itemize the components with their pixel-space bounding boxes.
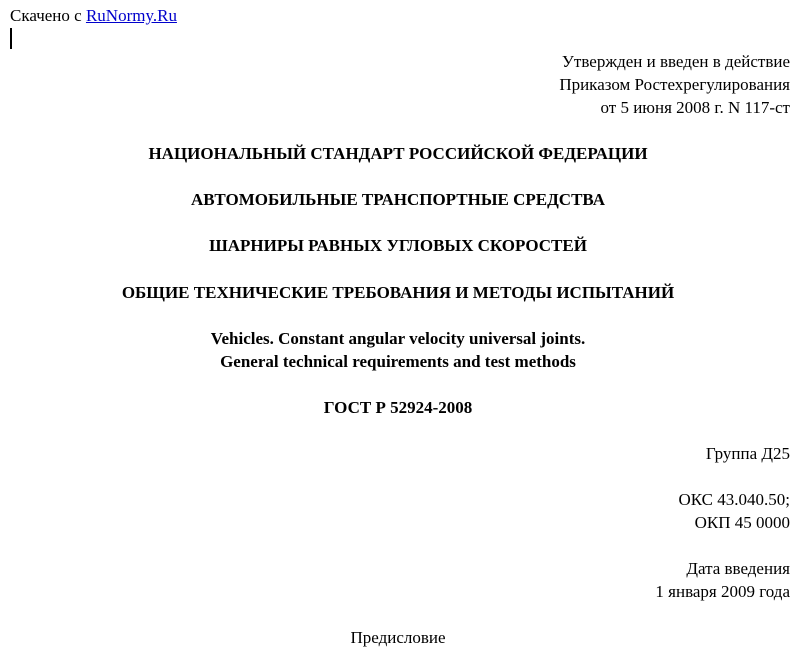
gost-number: ГОСТ Р 52924-2008 — [323, 398, 473, 417]
group-code: Группа Д25 — [705, 444, 790, 463]
download-prefix: Скачено с — [10, 6, 82, 25]
approval-line-2: Приказом Ростехрегулирования — [559, 75, 790, 94]
standard-title: НАЦИОНАЛЬНЫЙ СТАНДАРТ РОССИЙСКОЙ ФЕДЕРАЦИИ — [148, 144, 648, 163]
text-cursor — [10, 28, 12, 49]
introduction-date: 1 января 2009 года — [655, 582, 790, 601]
site-link[interactable]: RuNormy.Ru — [85, 6, 177, 25]
approval-line-3: от 5 июня 2008 г. N 117-ст — [600, 98, 790, 117]
oks-code: ОКС 43.040.50; — [678, 490, 790, 509]
approval-line-1: Утвержден и введен в действие — [561, 52, 790, 71]
vehicles-title: АВТОМОБИЛЬНЫЕ ТРАНСПОРТНЫЕ СРЕДСТВА — [191, 190, 605, 209]
foreword-heading: Предисловие — [350, 628, 446, 647]
english-title-line-2: General technical requirements and test methods — [220, 352, 576, 371]
joints-title: ШАРНИРЫ РАВНЫХ УГЛОВЫХ СКОРОСТЕЙ — [209, 236, 587, 255]
download-source — [10, 6, 177, 26]
okp-code: ОКП 45 0000 — [694, 513, 790, 532]
introduction-label: Дата введения — [686, 559, 790, 578]
english-title-line-1: Vehicles. Constant angular velocity universal joints. — [210, 329, 586, 348]
requirements-title: ОБЩИЕ ТЕХНИЧЕСКИЕ ТРЕБОВАНИЯ И МЕТОДЫ ИСПЫТАНИЙ — [121, 283, 675, 302]
